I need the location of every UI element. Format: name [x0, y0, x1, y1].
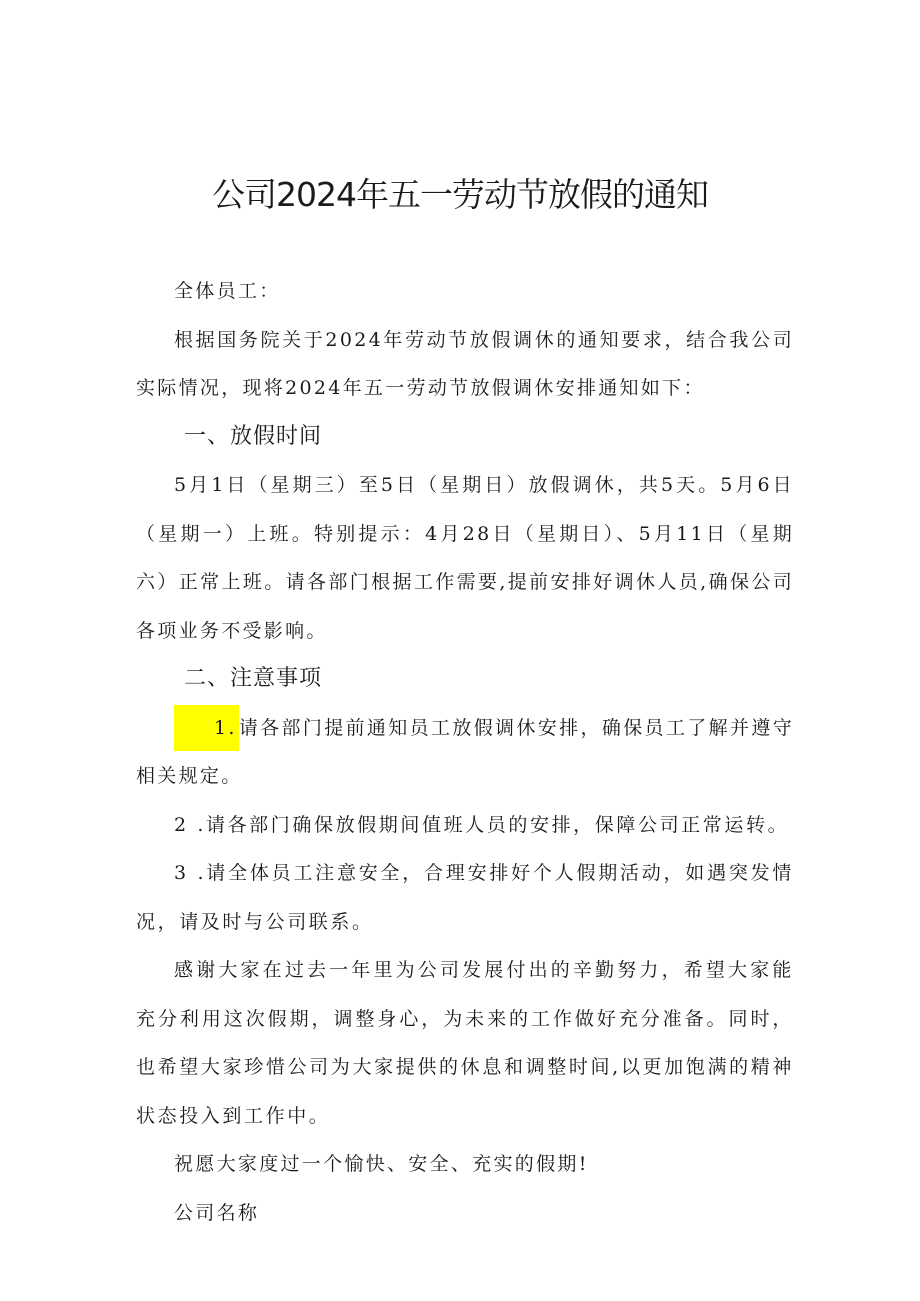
notes-item-1-text: 请各部门提前通知员工放假调休安排，确保员工了解并遵守相关规定。 [136, 716, 794, 787]
document-title: 公司2024年五一劳动节放假的通知 [212, 175, 708, 214]
notes-item-3: 3 .请全体员工注意安全，合理安排好个人假期活动，如遇突发情况，请及时与公司联系。 [136, 862, 794, 933]
signature: 公司名称 [174, 1201, 260, 1224]
closing-paragraph: 感谢大家在过去一年里为公司发展付出的辛勤努力，希望大家能充分利用这次假期，调整身心，为未来的工作做好充分准备。同时，也希望大家珍惜公司为大家提供的休息和调整时间,以更加饱满的精神状态投入到工作中。 [136, 959, 794, 1127]
wish-line: 祝愿大家度过一个愉快、安全、充实的假期! [174, 1153, 589, 1175]
document-body [136, 267, 794, 1237]
notes-item-1 [136, 704, 794, 801]
section-heading-holiday-time: 一、放假时间 [184, 423, 323, 449]
section-heading-notes: 二、注意事项 [184, 666, 323, 691]
notes-item-2: 2 .请各部门确保放假期间值班人员的安排，保障公司正常运转。 [174, 813, 790, 836]
holiday-time-paragraph: 5月1日（星期三）至5日（星期日）放假调休，共5天。5月6日（星期一）上班。特别提示：4月28日（星期日）、5月11日（星期六）正常上班。请各部门根据工作需要,提前安排好调休人员,确保公司各项业务不受影响。 [136, 474, 794, 642]
highlighted-number: 1. [174, 705, 239, 751]
salutation: 全体员工： [174, 280, 281, 302]
intro-paragraph: 根据国务院关于2024年劳动节放假调休的通知要求，结合我公司实际情况，现将2024年五一劳动节放假调休安排通知如下： [136, 328, 794, 399]
